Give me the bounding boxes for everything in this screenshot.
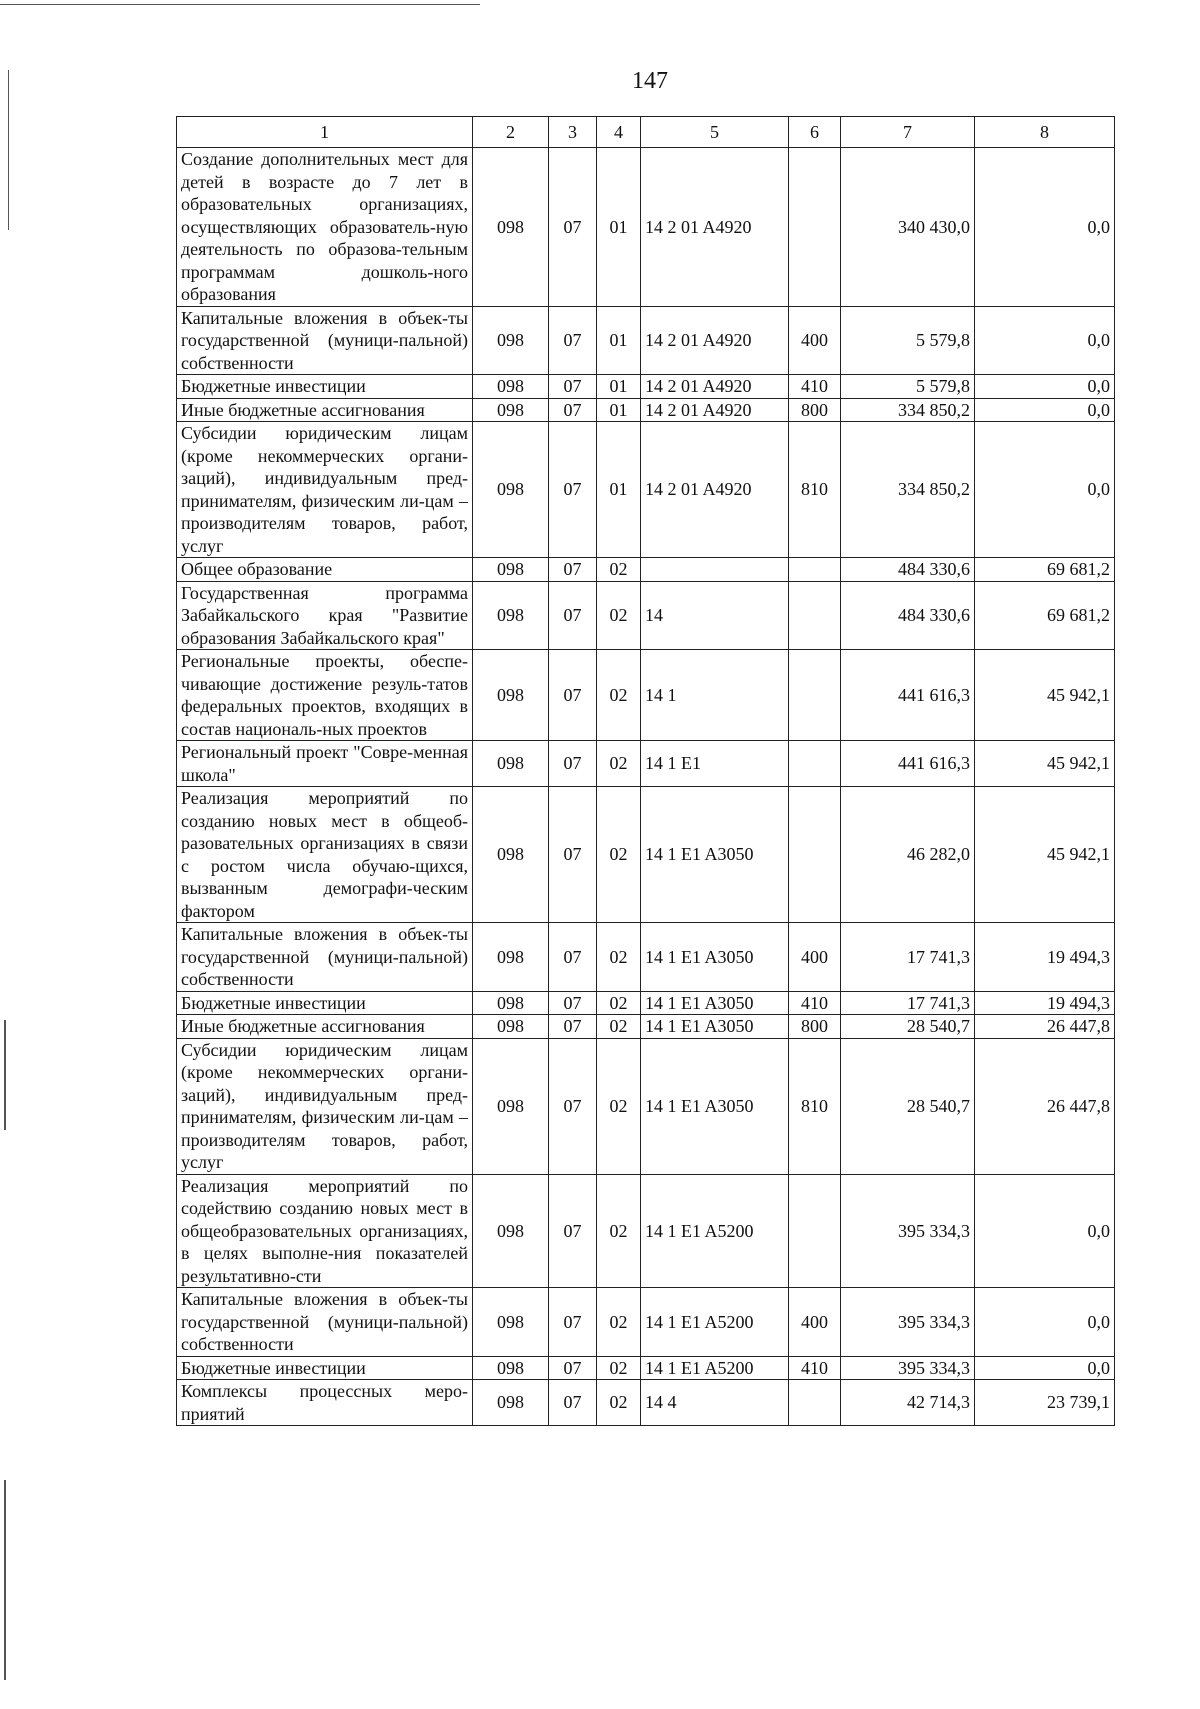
cell-amount-col8: 0,0 xyxy=(975,148,1115,307)
cell-ministry-code: 098 xyxy=(473,1288,549,1357)
cell-name: Государственная программа Забайкальского края "Развитие образования Забайкальского края" xyxy=(177,581,473,650)
cell-expense-type: 800 xyxy=(789,398,841,422)
cell-ministry-code: 098 xyxy=(473,375,549,399)
cell-expense-type: 410 xyxy=(789,1356,841,1380)
cell-expense-type xyxy=(789,650,841,741)
cell-target-article: 14 2 01 A4920 xyxy=(641,375,789,399)
table-row xyxy=(177,650,1115,741)
table-row xyxy=(177,581,1115,650)
header-cell: 6 xyxy=(789,117,841,148)
table-row xyxy=(177,1015,1115,1039)
header-cell: 3 xyxy=(549,117,597,148)
scan-edge-line-top xyxy=(0,4,480,5)
cell-amount-col7: 484 330,6 xyxy=(841,558,975,582)
cell-ministry-code: 098 xyxy=(473,148,549,307)
cell-section-code: 07 xyxy=(549,1288,597,1357)
cell-target-article: 14 1 E1 A5200 xyxy=(641,1174,789,1288)
cell-subsection-code: 02 xyxy=(597,1174,641,1288)
cell-section-code: 07 xyxy=(549,991,597,1015)
cell-name: Бюджетные инвестиции xyxy=(177,991,473,1015)
cell-ministry-code: 098 xyxy=(473,991,549,1015)
cell-amount-col8: 0,0 xyxy=(975,1174,1115,1288)
cell-section-code: 07 xyxy=(549,581,597,650)
cell-ministry-code: 098 xyxy=(473,398,549,422)
cell-amount-col7: 5 579,8 xyxy=(841,375,975,399)
cell-amount-col7: 28 540,7 xyxy=(841,1015,975,1039)
budget-table xyxy=(176,116,1115,1426)
cell-ministry-code: 098 xyxy=(473,1380,549,1426)
cell-amount-col7: 441 616,3 xyxy=(841,741,975,787)
cell-ministry-code: 098 xyxy=(473,1015,549,1039)
header-cell: 1 xyxy=(177,117,473,148)
cell-expense-type: 800 xyxy=(789,1015,841,1039)
cell-subsection-code: 02 xyxy=(597,1380,641,1426)
cell-target-article: 14 2 01 A4920 xyxy=(641,306,789,375)
cell-target-article: 14 1 E1 A3050 xyxy=(641,923,789,992)
cell-amount-col8: 19 494,3 xyxy=(975,923,1115,992)
table-row xyxy=(177,1288,1115,1357)
cell-amount-col7: 395 334,3 xyxy=(841,1288,975,1357)
cell-name: Создание дополнительных мест для детей в возрасте до 7 лет в образовательных организациях, осуществляющих образователь-ную деятельность по образова-тельным программам дошколь-ного образования xyxy=(177,148,473,307)
cell-amount-col7: 484 330,6 xyxy=(841,581,975,650)
cell-subsection-code: 02 xyxy=(597,1356,641,1380)
scan-edge-line-left-bottom xyxy=(4,1480,6,1680)
cell-expense-type: 400 xyxy=(789,306,841,375)
cell-amount-col8: 0,0 xyxy=(975,1288,1115,1357)
cell-subsection-code: 01 xyxy=(597,422,641,558)
cell-section-code: 07 xyxy=(549,1380,597,1426)
cell-amount-col8: 0,0 xyxy=(975,306,1115,375)
cell-name: Бюджетные инвестиции xyxy=(177,1356,473,1380)
cell-ministry-code: 098 xyxy=(473,923,549,992)
cell-name: Капитальные вложения в объек-ты государственной (муници-пальной) собственности xyxy=(177,1288,473,1357)
cell-name: Региональный проект "Совре-менная школа" xyxy=(177,741,473,787)
page-number: 147 xyxy=(632,68,668,94)
header-row xyxy=(177,117,1115,148)
cell-target-article: 14 1 E1 A3050 xyxy=(641,1015,789,1039)
cell-amount-col8: 26 447,8 xyxy=(975,1038,1115,1174)
cell-section-code: 07 xyxy=(549,1038,597,1174)
header-cell: 5 xyxy=(641,117,789,148)
cell-target-article: 14 2 01 A4920 xyxy=(641,148,789,307)
cell-expense-type: 410 xyxy=(789,991,841,1015)
cell-section-code: 07 xyxy=(549,306,597,375)
cell-amount-col7: 395 334,3 xyxy=(841,1356,975,1380)
cell-target-article: 14 2 01 A4920 xyxy=(641,422,789,558)
cell-target-article: 14 1 E1 A3050 xyxy=(641,991,789,1015)
cell-section-code: 07 xyxy=(549,741,597,787)
cell-amount-col8: 0,0 xyxy=(975,375,1115,399)
header-cell: 2 xyxy=(473,117,549,148)
table-row xyxy=(177,1380,1115,1426)
cell-amount-col7: 334 850,2 xyxy=(841,398,975,422)
cell-target-article xyxy=(641,558,789,582)
cell-amount-col8: 69 681,2 xyxy=(975,558,1115,582)
cell-amount-col7: 46 282,0 xyxy=(841,787,975,923)
cell-amount-col8: 69 681,2 xyxy=(975,581,1115,650)
cell-target-article: 14 1 E1 xyxy=(641,741,789,787)
cell-name: Бюджетные инвестиции xyxy=(177,375,473,399)
cell-expense-type xyxy=(789,741,841,787)
cell-amount-col8: 45 942,1 xyxy=(975,787,1115,923)
cell-amount-col7: 42 714,3 xyxy=(841,1380,975,1426)
cell-name: Реализация мероприятий по созданию новых мест в общеоб-разовательных организациях в связи с ростом числа обучаю-щихся, вызванным демографи-ческим фактором xyxy=(177,787,473,923)
cell-target-article: 14 1 E1 A5200 xyxy=(641,1356,789,1380)
table-row xyxy=(177,375,1115,399)
cell-amount-col7: 395 334,3 xyxy=(841,1174,975,1288)
cell-name: Комплексы процессных меро-приятий xyxy=(177,1380,473,1426)
cell-amount-col8: 26 447,8 xyxy=(975,1015,1115,1039)
cell-amount-col7: 17 741,3 xyxy=(841,991,975,1015)
cell-name: Региональные проекты, обеспе-чивающие достижение резуль-татов федеральных проектов, входящих в состав националь-ных проектов xyxy=(177,650,473,741)
cell-amount-col8: 23 739,1 xyxy=(975,1380,1115,1426)
cell-amount-col7: 441 616,3 xyxy=(841,650,975,741)
cell-expense-type xyxy=(789,581,841,650)
cell-section-code: 07 xyxy=(549,422,597,558)
table-row xyxy=(177,148,1115,307)
cell-name: Субсидии юридическим лицам (кроме некоммерческих органи-заций), индивидуальным пред-принимателям, физическим ли-цам – производителям товаров, работ, услуг xyxy=(177,1038,473,1174)
cell-subsection-code: 01 xyxy=(597,306,641,375)
cell-amount-col7: 334 850,2 xyxy=(841,422,975,558)
table-row xyxy=(177,558,1115,582)
cell-ministry-code: 098 xyxy=(473,787,549,923)
cell-name: Общее образование xyxy=(177,558,473,582)
cell-expense-type xyxy=(789,787,841,923)
cell-name: Реализация мероприятий по содействию созданию новых мест в общеобразовательных организациях, в целях выполне-ния показателей результативно-сти xyxy=(177,1174,473,1288)
cell-ministry-code: 098 xyxy=(473,1356,549,1380)
cell-name: Иные бюджетные ассигнования xyxy=(177,1015,473,1039)
cell-amount-col8: 0,0 xyxy=(975,422,1115,558)
cell-subsection-code: 02 xyxy=(597,558,641,582)
cell-expense-type: 400 xyxy=(789,923,841,992)
scan-edge-line-left-lower xyxy=(4,1020,6,1130)
table-row xyxy=(177,923,1115,992)
cell-expense-type xyxy=(789,558,841,582)
cell-amount-col7: 28 540,7 xyxy=(841,1038,975,1174)
cell-section-code: 07 xyxy=(549,1015,597,1039)
table-row xyxy=(177,398,1115,422)
cell-subsection-code: 02 xyxy=(597,923,641,992)
cell-target-article: 14 1 E1 A3050 xyxy=(641,787,789,923)
cell-ministry-code: 098 xyxy=(473,1038,549,1174)
cell-section-code: 07 xyxy=(549,787,597,923)
table-row xyxy=(177,306,1115,375)
cell-section-code: 07 xyxy=(549,1174,597,1288)
cell-subsection-code: 01 xyxy=(597,148,641,307)
cell-ministry-code: 098 xyxy=(473,741,549,787)
table-row xyxy=(177,1356,1115,1380)
cell-amount-col8: 45 942,1 xyxy=(975,650,1115,741)
cell-ministry-code: 098 xyxy=(473,306,549,375)
table-body xyxy=(177,148,1115,1426)
cell-ministry-code: 098 xyxy=(473,581,549,650)
cell-expense-type: 810 xyxy=(789,422,841,558)
cell-section-code: 07 xyxy=(549,1356,597,1380)
cell-subsection-code: 01 xyxy=(597,398,641,422)
cell-name: Капитальные вложения в объек-ты государственной (муници-пальной) собственности xyxy=(177,306,473,375)
cell-target-article: 14 2 01 A4920 xyxy=(641,398,789,422)
cell-target-article: 14 xyxy=(641,581,789,650)
cell-expense-type: 810 xyxy=(789,1038,841,1174)
table-row xyxy=(177,741,1115,787)
cell-amount-col7: 5 579,8 xyxy=(841,306,975,375)
cell-amount-col8: 19 494,3 xyxy=(975,991,1115,1015)
cell-name: Субсидии юридическим лицам (кроме некоммерческих органи-заций), индивидуальным пред-принимателям, физическим ли-цам – производителям товаров, работ, услуг xyxy=(177,422,473,558)
cell-subsection-code: 01 xyxy=(597,375,641,399)
cell-section-code: 07 xyxy=(549,375,597,399)
cell-target-article: 14 4 xyxy=(641,1380,789,1426)
cell-amount-col8: 0,0 xyxy=(975,398,1115,422)
table-row xyxy=(177,1174,1115,1288)
cell-ministry-code: 098 xyxy=(473,650,549,741)
table-row xyxy=(177,991,1115,1015)
cell-expense-type xyxy=(789,1174,841,1288)
cell-subsection-code: 02 xyxy=(597,1288,641,1357)
cell-section-code: 07 xyxy=(549,398,597,422)
cell-amount-col7: 17 741,3 xyxy=(841,923,975,992)
cell-amount-col7: 340 430,0 xyxy=(841,148,975,307)
cell-subsection-code: 02 xyxy=(597,1015,641,1039)
cell-subsection-code: 02 xyxy=(597,1038,641,1174)
table-row xyxy=(177,422,1115,558)
cell-amount-col8: 45 942,1 xyxy=(975,741,1115,787)
header-cell: 7 xyxy=(841,117,975,148)
cell-subsection-code: 02 xyxy=(597,787,641,923)
cell-target-article: 14 1 E1 A3050 xyxy=(641,1038,789,1174)
cell-expense-type xyxy=(789,148,841,307)
cell-subsection-code: 02 xyxy=(597,650,641,741)
cell-expense-type: 400 xyxy=(789,1288,841,1357)
table-row xyxy=(177,1038,1115,1174)
cell-subsection-code: 02 xyxy=(597,581,641,650)
header-cell: 8 xyxy=(975,117,1115,148)
cell-ministry-code: 098 xyxy=(473,558,549,582)
cell-subsection-code: 02 xyxy=(597,741,641,787)
cell-name: Капитальные вложения в объек-ты государственной (муници-пальной) собственности xyxy=(177,923,473,992)
table-row xyxy=(177,787,1115,923)
cell-section-code: 07 xyxy=(549,923,597,992)
cell-target-article: 14 1 E1 A5200 xyxy=(641,1288,789,1357)
cell-ministry-code: 098 xyxy=(473,1174,549,1288)
cell-amount-col8: 0,0 xyxy=(975,1356,1115,1380)
cell-ministry-code: 098 xyxy=(473,422,549,558)
cell-subsection-code: 02 xyxy=(597,991,641,1015)
cell-section-code: 07 xyxy=(549,650,597,741)
cell-expense-type: 410 xyxy=(789,375,841,399)
cell-target-article: 14 1 xyxy=(641,650,789,741)
cell-expense-type xyxy=(789,1380,841,1426)
cell-section-code: 07 xyxy=(549,558,597,582)
cell-section-code: 07 xyxy=(549,148,597,307)
header-cell: 4 xyxy=(597,117,641,148)
cell-name: Иные бюджетные ассигнования xyxy=(177,398,473,422)
